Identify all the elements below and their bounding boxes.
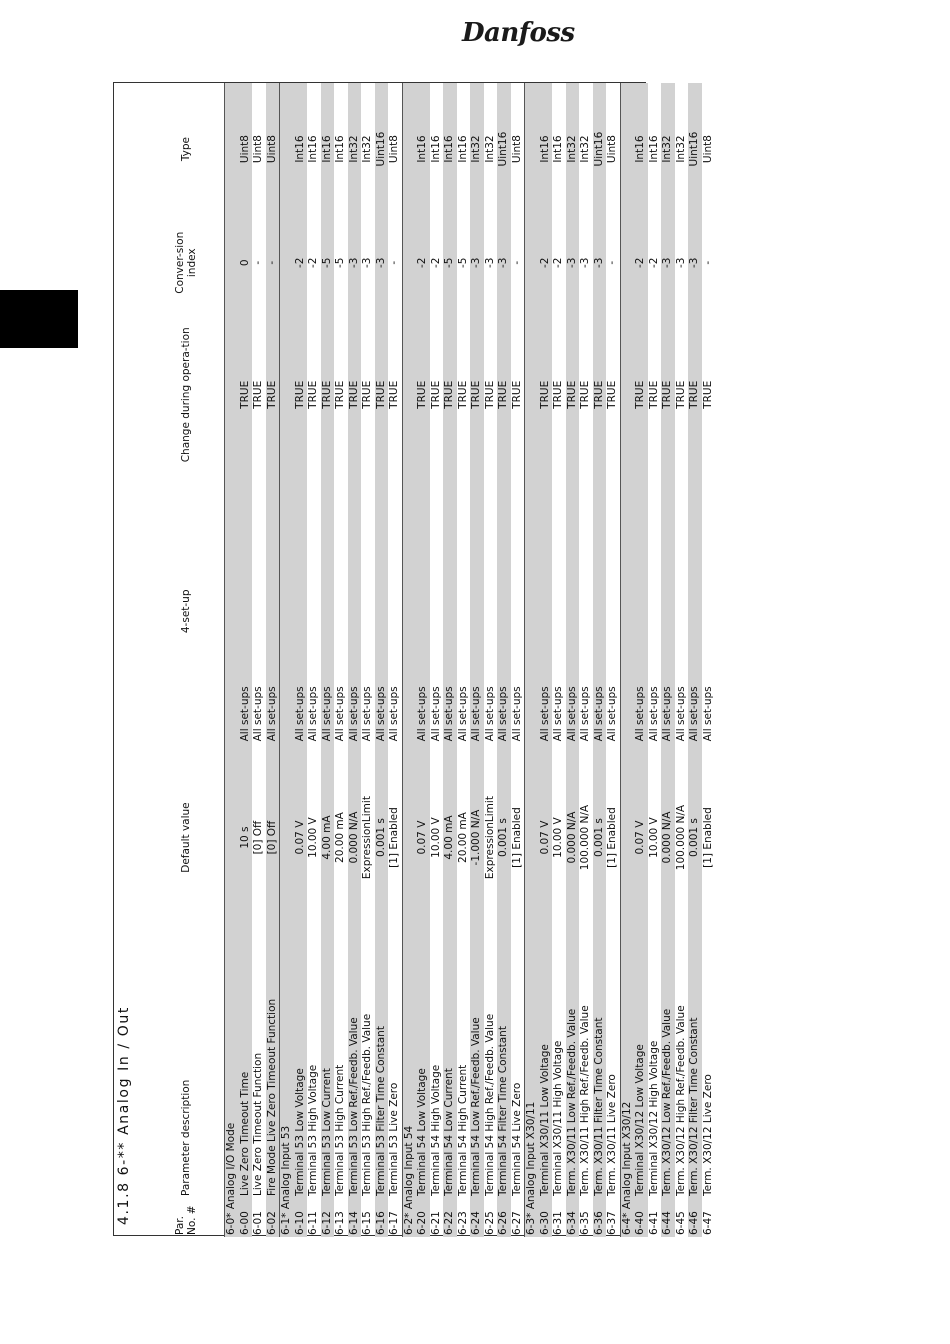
conversion-index-cell: -5	[456, 257, 469, 268]
par-no-cell: 6-46	[688, 1198, 702, 1237]
par-no-cell: 6-34	[566, 1198, 580, 1237]
description-cell: Live Zero Timeout Time	[239, 932, 253, 1198]
group-header-fill	[620, 83, 634, 743]
change-during-operation-cell: TRUE	[416, 310, 430, 479]
conversion-index-cell: -3	[593, 215, 607, 310]
change-during-operation-cell: TRUE	[579, 380, 591, 409]
description-cell: Terminal 53 High Current	[334, 1064, 346, 1197]
table-row	[266, 83, 280, 1237]
conversion-index-cell: -3	[497, 215, 511, 310]
default-value-cell: 10.00 V	[552, 817, 564, 858]
change-during-operation-cell: TRUE	[566, 310, 580, 479]
type-cell: Uint8	[606, 135, 618, 164]
type-cell: Int16	[294, 83, 308, 215]
setup-cell: All set-ups	[539, 479, 553, 743]
par-no-cell: 6-44	[661, 1198, 675, 1237]
setup-cell: All set-ups	[361, 686, 373, 742]
conversion-index-cell: -2	[294, 215, 308, 310]
par-no-cell: 6-15	[361, 1211, 373, 1235]
group-title: 6-4* Analog Input X30/12	[620, 743, 634, 1237]
table-row	[539, 83, 553, 1237]
type-cell: Int16	[429, 135, 442, 163]
default-value-cell: ExpressionLimit	[483, 796, 496, 880]
rotated-content-wrapper	[114, 83, 714, 1237]
setup-cell: All set-ups	[375, 479, 389, 743]
setup-cell: All set-ups	[566, 479, 580, 743]
table-row	[252, 83, 266, 1237]
rotated-content	[114, 83, 714, 1237]
type-cell: Int16	[321, 83, 335, 215]
change-during-operation-cell: TRUE	[674, 380, 687, 409]
table-row	[388, 83, 402, 1237]
description-cell: Terminal 53 Live Zero	[388, 1082, 400, 1197]
table-row	[361, 83, 375, 1237]
table-row	[579, 83, 593, 1237]
par-no-cell: 6-16	[375, 1198, 389, 1237]
table-row	[634, 83, 648, 1237]
setup-cell: All set-ups	[634, 479, 648, 743]
conversion-index-cell: -3	[579, 257, 591, 268]
description-cell: Term. X30/11 Filter Time Constant	[593, 932, 607, 1198]
group-header-row	[525, 83, 539, 1237]
type-cell: Uint16	[497, 83, 511, 215]
change-during-operation-cell: TRUE	[606, 380, 618, 409]
setup-cell: All set-ups	[294, 479, 308, 743]
setup-cell: All set-ups	[388, 686, 400, 742]
par-no-cell: 6-41	[647, 1211, 660, 1235]
conversion-index-cell: -3	[688, 215, 702, 310]
default-value-cell: 4.00 mA	[443, 743, 457, 931]
table-row	[416, 83, 430, 1237]
setup-cell: All set-ups	[674, 686, 687, 742]
change-during-operation-cell: TRUE	[307, 380, 319, 409]
chapter-tab-marker	[0, 290, 78, 348]
conversion-index-cell: -2	[416, 215, 430, 310]
setup-cell: All set-ups	[510, 686, 523, 742]
parameter-table	[148, 83, 715, 1237]
type-cell: Uint16	[688, 83, 702, 215]
type-cell: Int32	[661, 83, 675, 215]
conversion-index-cell: -	[388, 260, 400, 265]
type-cell: Uint8	[510, 135, 523, 164]
table-row	[566, 83, 580, 1237]
table-row	[321, 83, 335, 1237]
type-cell: Int32	[566, 83, 580, 215]
table-row	[661, 83, 675, 1237]
par-no-cell: 6-10	[294, 1198, 308, 1237]
default-value-cell: 100.000 N/A	[674, 804, 687, 871]
par-no-cell: 6-23	[456, 1211, 469, 1235]
change-during-operation-cell: TRUE	[647, 380, 660, 409]
change-during-operation-cell: TRUE	[375, 310, 389, 479]
group-header-fill	[280, 83, 294, 743]
par-no-cell: 6-45	[674, 1211, 687, 1235]
description-cell: Terminal 53 Low Voltage	[294, 932, 308, 1198]
description-cell: Terminal 54 Filter Time Constant	[497, 932, 511, 1198]
default-value-cell: 0.000 N/A	[566, 743, 580, 931]
change-during-operation-cell: TRUE	[361, 380, 373, 409]
change-during-operation-cell: TRUE	[348, 310, 362, 479]
type-cell: Uint16	[375, 83, 389, 215]
group-header-row	[225, 83, 239, 1237]
type-cell: Int16	[456, 135, 469, 163]
par-no-cell: 6-37	[606, 1211, 618, 1235]
change-during-operation-cell: TRUE	[294, 310, 308, 479]
type-cell: Int32	[470, 83, 484, 215]
default-value-cell: 20.00 mA	[334, 812, 346, 863]
par-no-cell: 6-25	[483, 1211, 496, 1235]
type-cell: Int16	[634, 83, 648, 215]
group-title: 6-3* Analog Input X30/11	[525, 743, 539, 1237]
type-cell: Uint16	[593, 83, 607, 215]
setup-cell: All set-ups	[348, 479, 362, 743]
danfoss-logo: Danfoss	[462, 18, 575, 48]
header-type: Type	[180, 137, 192, 162]
table-row	[348, 83, 362, 1237]
table-row	[430, 83, 444, 1237]
default-value-cell: 10.00 V	[307, 817, 319, 858]
setup-cell: All set-ups	[456, 686, 469, 742]
table-row	[593, 83, 607, 1237]
setup-cell: All set-ups	[661, 479, 675, 743]
setup-cell: All set-ups	[593, 479, 607, 743]
setup-cell: All set-ups	[647, 686, 660, 742]
change-during-operation-cell: TRUE	[388, 380, 400, 409]
par-no-cell: 6-36	[593, 1198, 607, 1237]
change-during-operation-cell: TRUE	[688, 310, 702, 479]
description-cell: Terminal 54 High Current	[456, 1064, 469, 1197]
group-header-row	[402, 83, 416, 1237]
header-conversion-index: Conver-sion index	[174, 231, 198, 294]
default-value-cell: 0.001 s	[375, 743, 389, 931]
par-no-cell: 6-00	[239, 1198, 253, 1237]
default-value-cell: ExpressionLimit	[361, 796, 373, 880]
default-value-cell: 10 s	[239, 743, 253, 931]
par-no-cell: 6-24	[470, 1198, 484, 1237]
default-value-cell: 0.000 N/A	[348, 743, 362, 931]
table-row	[470, 83, 484, 1237]
conversion-index-cell: -	[606, 260, 618, 265]
description-cell: Terminal 54 Low Current	[443, 932, 457, 1198]
type-cell: Int16	[552, 135, 564, 163]
type-cell: Int16	[416, 83, 430, 215]
default-value-cell: 0.000 N/A	[661, 743, 675, 931]
conversion-index-cell: -5	[321, 215, 335, 310]
type-cell: Uint8	[701, 135, 714, 164]
group-header-fill	[525, 83, 539, 743]
conversion-index-cell: -3	[661, 215, 675, 310]
table-row	[675, 83, 689, 1237]
conversion-index-cell: -	[266, 215, 280, 310]
par-no-cell: 6-30	[539, 1198, 553, 1237]
change-during-operation-cell: TRUE	[661, 310, 675, 479]
par-no-cell: 6-40	[634, 1198, 648, 1237]
default-value-cell: [1] Enabled	[606, 807, 618, 868]
description-cell: Terminal X30/11 High Voltage	[552, 1040, 564, 1197]
setup-cell: All set-ups	[701, 686, 714, 742]
change-during-operation-cell: TRUE	[239, 310, 253, 479]
conversion-index-cell: -5	[334, 257, 346, 268]
table-row	[457, 83, 471, 1237]
default-value-cell: 20.00 mA	[456, 812, 469, 863]
setup-cell: All set-ups	[416, 479, 430, 743]
par-no-cell: 6-27	[510, 1211, 523, 1235]
setup-cell: All set-ups	[470, 479, 484, 743]
default-value-cell: 10.00 V	[429, 817, 442, 858]
setup-cell: All set-ups	[252, 686, 264, 742]
description-cell: Terminal X30/12 Low Voltage	[634, 932, 648, 1198]
setup-cell: All set-ups	[429, 686, 442, 742]
setup-cell: All set-ups	[443, 479, 457, 743]
description-cell: Terminal 54 High Ref./Feedb. Value	[483, 1013, 496, 1197]
table-row	[307, 83, 321, 1237]
par-no-cell: 6-02	[266, 1198, 280, 1237]
type-cell: Int16	[334, 135, 346, 163]
conversion-index-cell: -2	[634, 215, 648, 310]
type-cell: Int16	[307, 135, 319, 163]
type-cell: Int16	[539, 83, 553, 215]
description-cell: Term. X30/12 Low Ref./Feedb. Value	[661, 932, 675, 1198]
default-value-cell: 0.07 V	[634, 743, 648, 931]
par-no-cell: 6-13	[334, 1211, 346, 1235]
conversion-index-cell: -3	[674, 257, 687, 268]
description-cell: Term. X30/11 Live Zero	[606, 1074, 618, 1197]
par-no-cell: 6-20	[416, 1198, 430, 1237]
par-no-cell: 6-11	[307, 1211, 319, 1235]
default-value-cell: 0.001 s	[497, 743, 511, 931]
conversion-index-cell: -2	[429, 257, 442, 268]
description-cell: Terminal 53 Filter Time Constant	[375, 932, 389, 1198]
change-during-operation-cell: TRUE	[443, 310, 457, 479]
description-cell: Terminal X30/12 High Voltage	[647, 1040, 660, 1197]
setup-cell: All set-ups	[579, 686, 591, 742]
conversion-index-cell: -3	[470, 215, 484, 310]
default-value-cell: [0] Off	[252, 820, 264, 855]
change-during-operation-cell: TRUE	[701, 380, 714, 409]
conversion-index-cell: -2	[552, 257, 564, 268]
conversion-index-cell: -3	[566, 215, 580, 310]
table-row	[511, 83, 525, 1237]
table-row	[648, 83, 662, 1237]
type-cell: Uint8	[266, 83, 280, 215]
table-row	[606, 83, 620, 1237]
change-during-operation-cell: TRUE	[552, 380, 564, 409]
description-cell: Term. X30/12 High Ref./Feedb. Value	[674, 1005, 687, 1197]
conversion-index-cell: -	[510, 260, 523, 265]
description-cell: Terminal 53 Low Current	[321, 932, 335, 1198]
setup-cell: All set-ups	[606, 686, 618, 742]
conversion-index-cell: -	[252, 260, 264, 265]
change-during-operation-cell: TRUE	[429, 380, 442, 409]
group-header-row	[620, 83, 634, 1237]
conversion-index-cell: -	[701, 260, 714, 265]
header-par-no: Par. No. #	[174, 1205, 198, 1235]
setup-cell: All set-ups	[321, 479, 335, 743]
change-during-operation-cell: TRUE	[266, 310, 280, 479]
group-title: 6-2* Analog Input 54	[402, 743, 416, 1237]
table-row	[294, 83, 308, 1237]
table-row	[484, 83, 498, 1237]
type-cell: Uint8	[239, 83, 253, 215]
group-title: 6-0* Analog I/O Mode	[225, 743, 239, 1237]
type-cell: Uint8	[388, 135, 400, 164]
change-during-operation-cell: TRUE	[334, 380, 346, 409]
default-value-cell: 4.00 mA	[321, 743, 335, 931]
type-cell: Int32	[361, 135, 373, 163]
default-value-cell: 0.001 s	[593, 743, 607, 931]
par-no-cell: 6-47	[701, 1211, 714, 1235]
description-cell: Terminal 54 High Voltage	[429, 1064, 442, 1197]
table-header-row	[148, 83, 225, 1237]
section-heading: 4.1.8 6-** Analog In / Out	[116, 1006, 132, 1225]
par-no-cell: 6-01	[252, 1211, 264, 1235]
change-during-operation-cell: TRUE	[470, 310, 484, 479]
conversion-index-cell: -3	[361, 257, 373, 268]
default-value-cell: -1.000 N/A	[470, 743, 484, 931]
conversion-index-cell: 0	[239, 215, 253, 310]
setup-cell: All set-ups	[334, 686, 346, 742]
setup-cell: All set-ups	[497, 479, 511, 743]
setup-cell: All set-ups	[307, 686, 319, 742]
type-cell: Int16	[443, 83, 457, 215]
description-cell: Fire Mode Live Zero Timeout Function	[266, 932, 280, 1198]
description-cell: Live Zero Timeout Function	[252, 1052, 264, 1197]
default-value-cell: 0.001 s	[688, 743, 702, 931]
description-cell: Terminal 53 High Voltage	[307, 1064, 319, 1197]
setup-cell: All set-ups	[552, 686, 564, 742]
conversion-index-cell: -3	[348, 215, 362, 310]
type-cell: Uint8	[252, 135, 264, 164]
setup-cell: All set-ups	[483, 686, 496, 742]
group-header-fill	[225, 83, 239, 743]
description-cell: Terminal 53 Low Ref./Feedb. Value	[348, 932, 362, 1198]
default-value-cell: 0.07 V	[539, 743, 553, 931]
conversion-index-cell: -3	[375, 215, 389, 310]
table-row	[688, 83, 702, 1237]
table-row	[497, 83, 511, 1237]
conversion-index-cell: -3	[483, 257, 496, 268]
default-value-cell: [0] Off	[266, 743, 280, 931]
default-value-cell: [1] Enabled	[388, 807, 400, 868]
conversion-index-cell: -2	[307, 257, 319, 268]
change-during-operation-cell: TRUE	[456, 380, 469, 409]
change-during-operation-cell: TRUE	[497, 310, 511, 479]
par-no-cell: 6-14	[348, 1198, 362, 1237]
change-during-operation-cell: TRUE	[510, 380, 523, 409]
par-no-cell: 6-17	[388, 1211, 400, 1235]
par-no-cell: 6-22	[443, 1198, 457, 1237]
description-cell: Terminal 54 Low Ref./Feedb. Value	[470, 932, 484, 1198]
default-value-cell: 100.000 N/A	[579, 804, 591, 871]
default-value-cell: 0.07 V	[294, 743, 308, 931]
par-no-cell: 6-31	[552, 1211, 564, 1235]
default-value-cell: 10.00 V	[647, 817, 660, 858]
change-during-operation-cell: TRUE	[634, 310, 648, 479]
table-frame	[113, 82, 714, 1236]
table-row	[702, 83, 716, 1237]
description-cell: Terminal 53 High Ref./Feedb. Value	[361, 1013, 373, 1197]
description-cell: Term. X30/12 Live Zero	[701, 1074, 714, 1197]
type-cell: Int16	[647, 135, 660, 163]
table-row	[375, 83, 389, 1237]
type-cell: Int32	[579, 135, 591, 163]
description-cell: Terminal 54 Live Zero	[510, 1082, 523, 1197]
type-cell: Int32	[674, 135, 687, 163]
table-row	[334, 83, 348, 1237]
table-row	[239, 83, 253, 1237]
change-during-operation-cell: TRUE	[321, 310, 335, 479]
table-body	[225, 83, 716, 1237]
par-no-cell: 6-26	[497, 1198, 511, 1237]
conversion-index-cell: -2	[539, 215, 553, 310]
par-no-cell: 6-12	[321, 1198, 335, 1237]
header-change-during-operation: Change during opera-tion	[180, 327, 192, 463]
type-cell: Int32	[483, 135, 496, 163]
par-no-cell: 6-21	[429, 1211, 442, 1235]
header-description: Parameter description	[180, 1079, 192, 1197]
conversion-index-cell: -5	[443, 215, 457, 310]
type-cell: Int32	[348, 83, 362, 215]
par-no-cell: 6-35	[579, 1211, 591, 1235]
change-during-operation-cell: TRUE	[539, 310, 553, 479]
setup-cell: All set-ups	[688, 479, 702, 743]
change-during-operation-cell: TRUE	[593, 310, 607, 479]
group-title: 6-1* Analog Input 53	[280, 743, 294, 1237]
change-during-operation-cell: TRUE	[483, 380, 496, 409]
default-value-cell: [1] Enabled	[701, 807, 714, 868]
description-cell: Term. X30/12 Filter Time Constant	[688, 932, 702, 1198]
description-cell: Terminal X30/11 Low Voltage	[539, 932, 553, 1198]
conversion-index-cell: -2	[647, 257, 660, 268]
header-default-value: Default value	[180, 802, 192, 873]
default-value-cell: [1] Enabled	[510, 807, 523, 868]
setup-cell: All set-ups	[266, 479, 280, 743]
group-header-row	[280, 83, 294, 1237]
table-row	[443, 83, 457, 1237]
group-header-fill	[402, 83, 416, 743]
default-value-cell: 0.07 V	[416, 743, 430, 931]
header-setup: 4-set-up	[180, 589, 192, 634]
description-cell: Term. X30/11 High Ref./Feedb. Value	[579, 1005, 591, 1197]
description-cell: Term. X30/11 Low Ref./Feedb. Value	[566, 932, 580, 1198]
setup-cell: All set-ups	[239, 479, 253, 743]
description-cell: Terminal 54 Low Voltage	[416, 932, 430, 1198]
change-during-operation-cell: TRUE	[252, 380, 264, 409]
table-row	[552, 83, 566, 1237]
